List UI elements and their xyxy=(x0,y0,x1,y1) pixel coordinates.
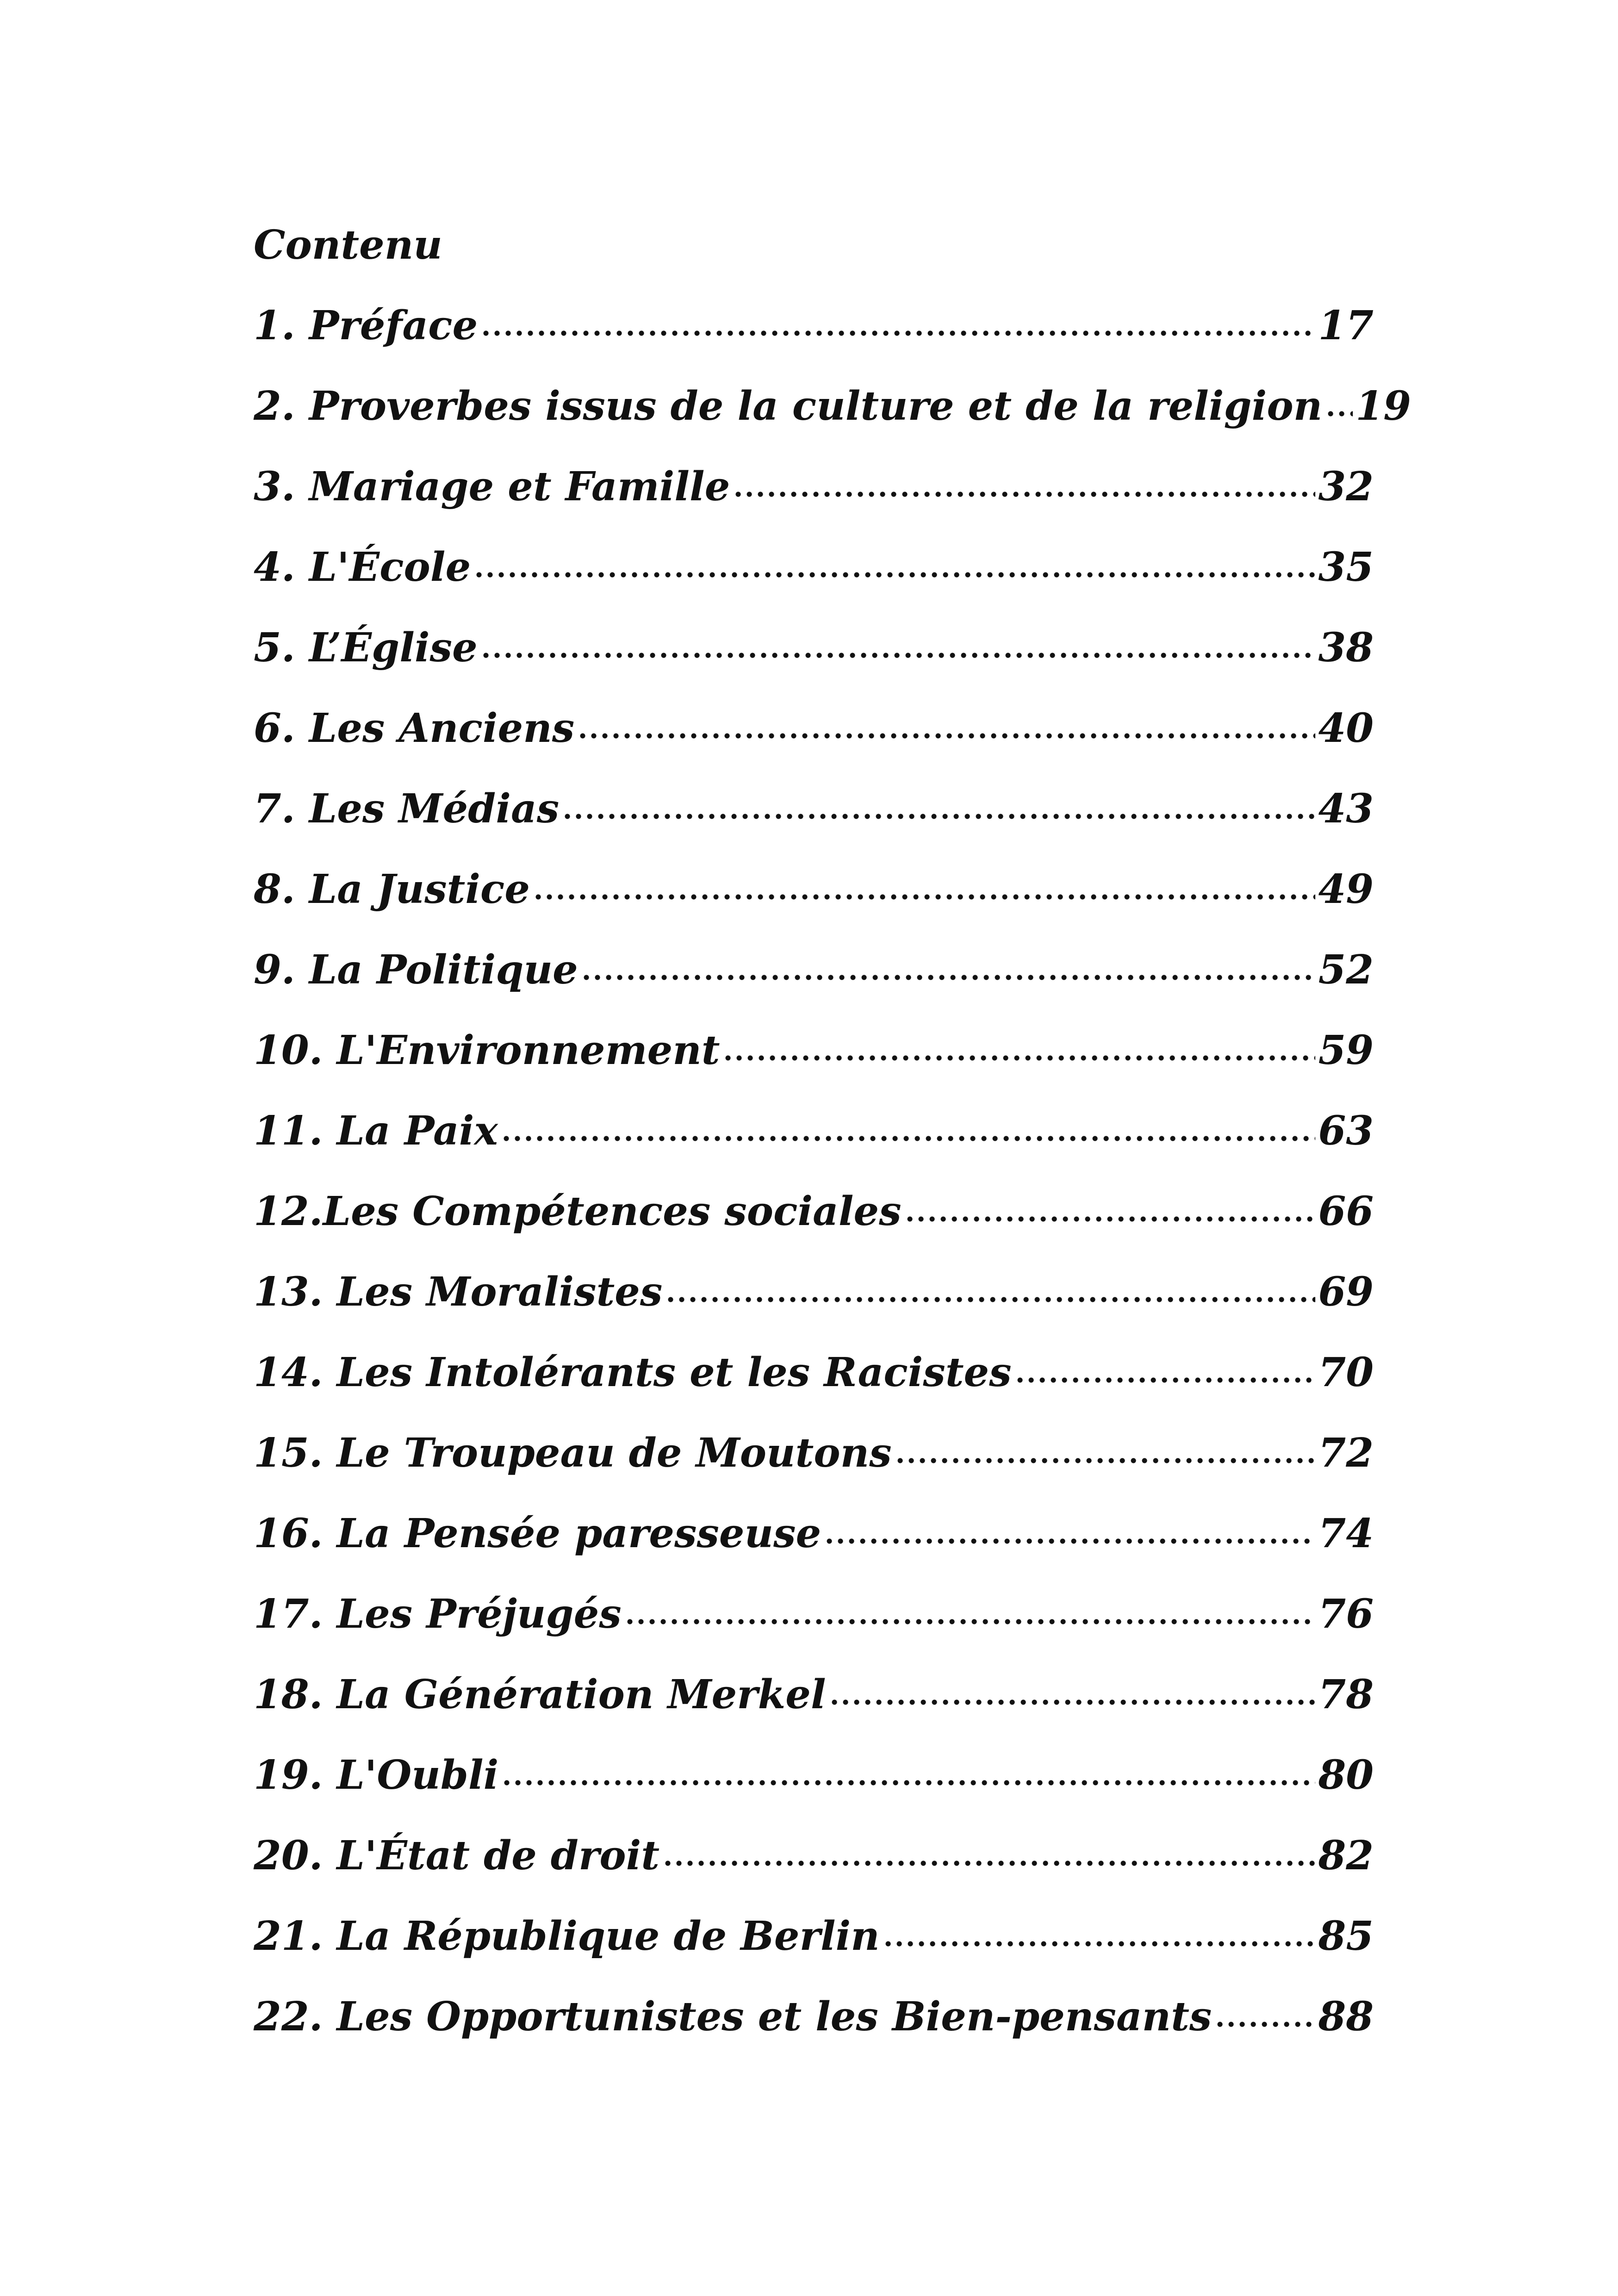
toc-entry-label: 16. La Pensée paresseuse xyxy=(254,1510,821,1557)
toc-entry-page-number: 35 xyxy=(1318,544,1374,591)
toc-entry-page-number: 49 xyxy=(1318,866,1374,913)
dot-leader xyxy=(480,327,1315,339)
toc-entry[interactable] xyxy=(254,620,1374,701)
toc-entry-label: 9. La Politique xyxy=(254,946,578,993)
toc-entry-label: 6. Les Anciens xyxy=(254,705,575,752)
toc-entry-list xyxy=(254,298,1411,2070)
toc-entry[interactable] xyxy=(254,459,1374,540)
toc-entry[interactable] xyxy=(254,1828,1374,1909)
toc-entry-label: 14. Les Intolérants et les Racistes xyxy=(254,1349,1012,1396)
dot-leader xyxy=(581,971,1316,983)
toc-entry-page-number: 74 xyxy=(1318,1510,1374,1557)
toc-entry-page-number: 17 xyxy=(1318,302,1374,349)
toc-entry[interactable] xyxy=(254,781,1374,862)
toc-entry-label: 1. Préface xyxy=(254,302,478,349)
toc-entry-label: 3. Mariage et Famille xyxy=(254,463,730,510)
toc-entry-label: 4. L'École xyxy=(254,544,471,591)
toc-entry-label: 10. L'Environnement xyxy=(254,1027,720,1074)
toc-entry-page-number: 19 xyxy=(1356,383,1411,429)
toc-entry[interactable] xyxy=(254,540,1374,620)
toc-entry[interactable] xyxy=(254,1506,1374,1587)
toc-entry-page-number: 59 xyxy=(1318,1027,1374,1074)
toc-entry-page-number: 52 xyxy=(1318,946,1374,993)
toc-entry[interactable] xyxy=(254,298,1374,379)
toc-entry-page-number: 78 xyxy=(1318,1671,1374,1718)
dot-leader xyxy=(665,1294,1315,1306)
toc-entry[interactable] xyxy=(254,1345,1374,1425)
dot-leader xyxy=(883,1938,1316,1950)
dot-leader xyxy=(473,569,1315,581)
toc-entry-label: 2. Proverbes issus de la culture et de la religion xyxy=(254,383,1323,429)
dot-leader xyxy=(501,1132,1316,1145)
table-of-contents xyxy=(254,218,1411,2070)
toc-entry-label: 15. Le Troupeau de Moutons xyxy=(254,1430,892,1476)
toc-entry-label: 7. Les Médias xyxy=(254,785,560,832)
toc-entry[interactable] xyxy=(254,379,1411,459)
dot-leader xyxy=(1325,408,1353,420)
toc-entry[interactable] xyxy=(254,862,1374,942)
toc-entry-page-number: 63 xyxy=(1318,1108,1374,1154)
toc-entry[interactable] xyxy=(254,1425,1374,1506)
toc-entry[interactable] xyxy=(254,1989,1374,2070)
dot-leader xyxy=(722,1052,1315,1064)
toc-entry[interactable] xyxy=(254,942,1374,1023)
toc-entry-label: 18. La Génération Merkel xyxy=(254,1671,826,1718)
toc-entry-page-number: 32 xyxy=(1318,463,1374,510)
dot-leader xyxy=(733,488,1315,500)
toc-entry-label: 19. L'Oubli xyxy=(254,1752,499,1798)
toc-entry[interactable] xyxy=(254,1909,1374,1989)
toc-entry[interactable] xyxy=(254,1587,1374,1667)
toc-entry-page-number: 40 xyxy=(1318,705,1374,752)
toc-entry-page-number: 80 xyxy=(1318,1752,1374,1798)
toc-entry-page-number: 66 xyxy=(1318,1188,1374,1235)
toc-entry-label: 22. Les Opportunistes et les Bien-pensants xyxy=(254,1993,1212,2040)
toc-entry-page-number: 76 xyxy=(1318,1591,1374,1637)
toc-entry-label: 17. Les Préjugés xyxy=(254,1591,622,1637)
toc-entry-label: 20. L'État de droit xyxy=(254,1832,660,1879)
toc-title: Contenu xyxy=(254,222,442,268)
toc-entry-page-number: 70 xyxy=(1318,1349,1374,1396)
toc-entry-label: 13. Les Moralistes xyxy=(254,1269,663,1315)
toc-entry-label: 5. L’Église xyxy=(254,624,478,671)
dot-leader xyxy=(904,1213,1316,1225)
toc-entry-label: 11. La Paix xyxy=(254,1108,498,1154)
toc-entry-label: 12.Les Compétences sociales xyxy=(254,1188,902,1235)
dot-leader xyxy=(533,891,1315,903)
dot-leader xyxy=(1014,1374,1316,1386)
dot-leader xyxy=(577,730,1315,742)
dot-leader xyxy=(562,810,1315,822)
toc-entry-page-number: 72 xyxy=(1318,1430,1374,1476)
toc-entry[interactable] xyxy=(254,701,1374,781)
toc-entry-page-number: 85 xyxy=(1318,1913,1374,1960)
toc-entry-page-number: 69 xyxy=(1318,1269,1374,1315)
toc-entry-page-number: 38 xyxy=(1318,624,1374,671)
dot-leader xyxy=(824,1535,1315,1547)
dot-leader xyxy=(895,1455,1316,1467)
toc-entry-label: 21. La République de Berlin xyxy=(254,1913,880,1960)
dot-leader xyxy=(624,1616,1316,1628)
toc-entry[interactable] xyxy=(254,1748,1374,1828)
dot-leader xyxy=(501,1777,1315,1789)
toc-entry[interactable] xyxy=(254,1023,1374,1103)
dot-leader xyxy=(662,1857,1315,1869)
toc-entry-page-number: 82 xyxy=(1318,1832,1374,1879)
dot-leader xyxy=(1214,2018,1315,2030)
toc-entry[interactable] xyxy=(254,1264,1374,1345)
dot-leader xyxy=(829,1696,1316,1708)
toc-entry[interactable] xyxy=(254,1184,1374,1264)
toc-entry-label: 8. La Justice xyxy=(254,866,530,913)
toc-entry-page-number: 43 xyxy=(1318,785,1374,832)
dot-leader xyxy=(480,649,1316,661)
toc-entry[interactable] xyxy=(254,1667,1374,1748)
toc-entry[interactable] xyxy=(254,1103,1374,1184)
toc-entry-page-number: 88 xyxy=(1318,1993,1374,2040)
